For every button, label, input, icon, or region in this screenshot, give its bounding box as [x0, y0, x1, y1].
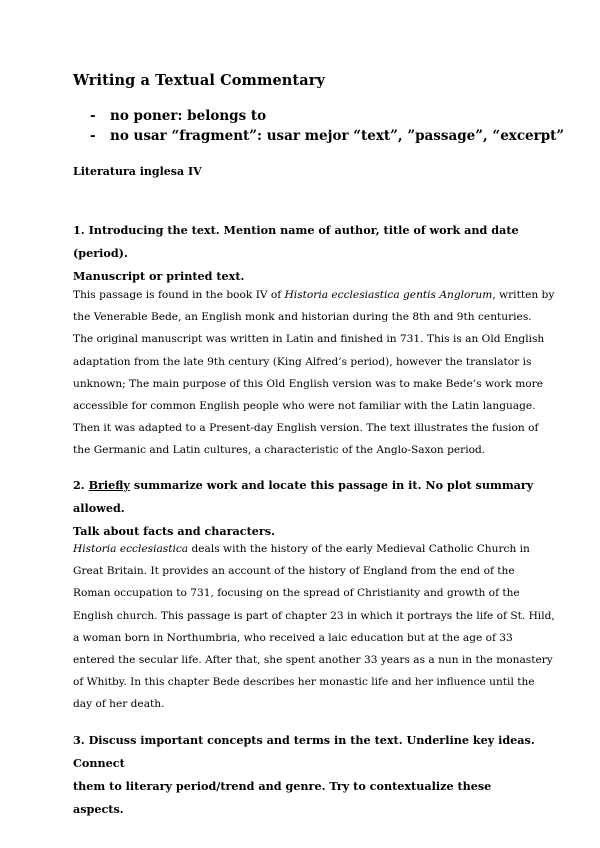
section-1-heading	[73, 219, 538, 288]
section-3-heading	[73, 729, 538, 821]
paragraph-line: Great Britain. It provides an account of the history of England from the end of the	[73, 565, 515, 578]
paragraph-line: unknown; The main purpose of this Old English version was to make Bede’s work more	[73, 377, 544, 390]
note-text: no usar “fragment”: usar mejor “text”, ”passage”, “excerpt”	[110, 128, 565, 144]
paragraph-line: a woman born in Northumbria, who received a laic education but at the age of 33	[73, 631, 513, 644]
paragraph-line: The original manuscript was written in Latin and finished in 731. This is an Old English	[73, 333, 545, 346]
note-bullet: -	[90, 128, 96, 144]
paragraph-line: day of her death.	[73, 698, 165, 711]
paragraph-line: Roman occupation to 731, focusing on the spread of Christianity and growth of the	[73, 587, 520, 600]
section-3-heading-line: them to literary period/trend and genre. Try to contextualize these aspects.	[73, 779, 492, 816]
paragraph-line: English church. This passage is part of chapter 23 in which it portrays the life of St. Hild,	[73, 609, 555, 622]
section-3-heading-line: 3. Discuss important concepts and terms in the text. Underline key ideas. Connect	[73, 733, 535, 770]
section-1-heading-line: 1. Introducing the text. Mention name of author, title of work and date (period).	[73, 223, 519, 260]
paragraph-line: the Venerable Bede, an English monk and historian during the 8th and 9th centuries.	[73, 311, 532, 324]
notes-list	[90, 106, 564, 146]
paragraph-line: entered the secular life. After that, she spent another 33 years as a nun in the monastery	[73, 653, 553, 666]
note-item	[90, 126, 564, 146]
note-bullet: -	[90, 108, 96, 124]
document-title: Writing a Textual Commentary	[73, 72, 325, 89]
text-run: summarize work and locate this passage in it. No plot summary allowed.	[73, 478, 534, 515]
course-name: Literatura inglesa IV	[73, 165, 202, 178]
work-title-italic: Historia ecclesiastica gentis Anglorum	[284, 289, 493, 301]
text-run: , written by	[492, 289, 555, 301]
paragraph-line: Then it was adapted to a Present-day English version. The text illustrates the fusion of	[73, 422, 539, 435]
section-1-heading-line: Manuscript or printed text.	[73, 269, 245, 283]
paragraph-line	[73, 284, 555, 306]
paragraph-line: accessible for common English people who were not familiar with the Latin language.	[73, 399, 536, 412]
note-item	[90, 106, 564, 126]
text-run: 2.	[73, 478, 89, 492]
text-run: deals with the history of the early Medieval Catholic Church in	[188, 543, 530, 555]
section-2-heading	[73, 474, 538, 543]
paragraph-line: of Whitby. In this chapter Bede describes her monastic life and her influence until the	[73, 676, 535, 689]
note-text: no poner: belongs to	[110, 108, 267, 124]
paragraph-1	[73, 284, 555, 462]
section-2-heading-line: Talk about facts and characters.	[73, 524, 275, 538]
paragraph-2	[73, 538, 555, 716]
paragraph-line: the Germanic and Latin cultures, a characteristic of the Anglo-Saxon period.	[73, 444, 486, 457]
paragraph-line: adaptation from the late 9th century (King Alfred’s period), however the translator is	[73, 355, 532, 368]
paragraph-line	[73, 538, 538, 560]
underlined-word: Briefly	[88, 478, 130, 492]
work-title-italic: Historia ecclesiastica	[73, 543, 189, 555]
text-run: This passage is found in the book IV of	[73, 289, 285, 301]
